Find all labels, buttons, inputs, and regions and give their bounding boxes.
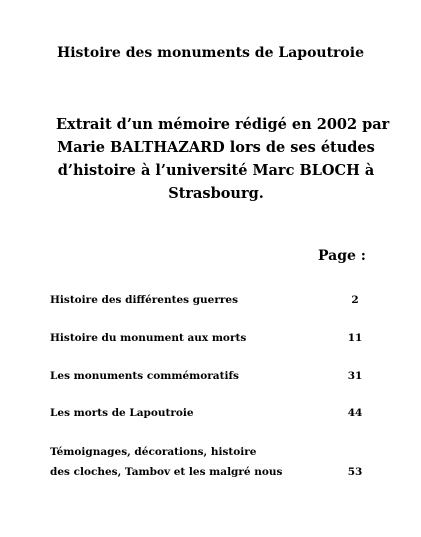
toc-entry-title [50,328,246,348]
subtitle-line: Marie BALTHAZARD lors de ses études [57,139,375,156]
toc-entry-title-line: Histoire du monument aux morts [50,332,247,344]
toc-entry-title [50,366,239,386]
toc-entry-title-line: Témoignages, décorations, histoire [50,446,257,458]
toc-entry-title-line: Les morts de Lapoutroie [50,407,194,419]
subtitle-line: Strasbourg. [168,185,264,202]
toc-entry-page: 44 [347,407,363,419]
toc-entry-page: 2 [351,294,359,306]
toc-entry-title [50,442,282,482]
page-column-header: Page : [318,248,366,264]
toc-entry-title [50,403,194,423]
toc-entry-page: 31 [347,370,363,382]
toc-entry-title-line: Les monuments commémoratifs [50,370,239,382]
toc-entry-title-line: des cloches, Tambov et les malgré nous [50,466,283,478]
subtitle-line: Extrait d’un mémoire rédigé en 2002 par [56,116,390,133]
toc-entry-page: 53 [347,466,363,478]
toc-entry-title-line: Histoire des différentes guerres [50,294,239,306]
subtitle-line: d’histoire à l’université Marc BLOCH à [57,162,375,179]
document-title: Histoire des monuments de Lapoutroie [57,45,364,61]
toc-entry-page: 11 [347,332,363,344]
toc-entry-title [50,290,238,310]
